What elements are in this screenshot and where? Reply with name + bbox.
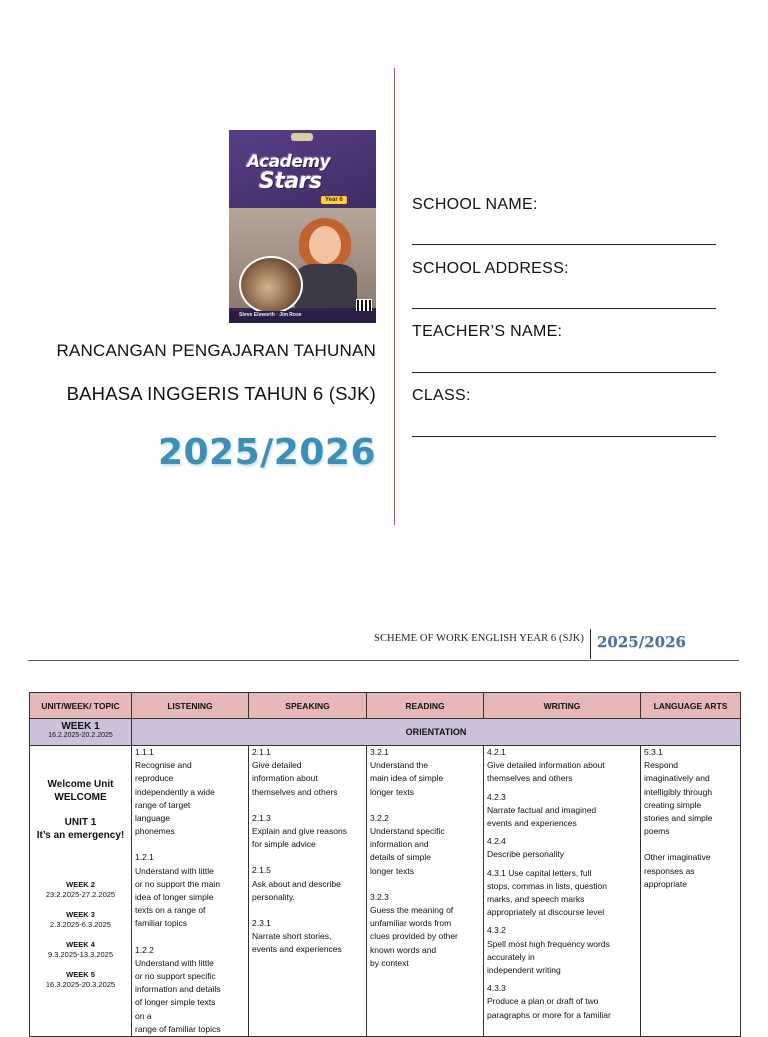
reading-line: main idea of simple [370,773,444,784]
listening-line: on a [135,1010,152,1021]
writing-line: Produce a plan or draft of two [487,996,599,1007]
language-arts-line: appropriate [644,878,688,889]
class-label: CLASS: [412,387,471,404]
cover-divider-line [394,68,395,525]
week1-dates: 16.2.2025-20.2.2025 [48,732,113,739]
week-dates: 16.3.2025-20.3.2025 [45,980,116,989]
header-rule [28,660,739,661]
listening-line: range of familiar topics [135,1023,221,1034]
listening-line: 1.2.2 [135,944,154,955]
reading-line: Understand specific [370,826,445,837]
week1-row [30,719,741,746]
language-arts-cell [641,746,741,1037]
writing-line: Describe personality [487,849,565,860]
writing-line: 4.3.1 Use capital letters, full [487,867,592,878]
speaking-line: 2.3.1 [252,918,271,929]
class-line[interactable] [412,436,716,437]
writing-line: 4.3.2 [487,925,506,936]
listening-line: phonemes [135,826,175,837]
header-reading: READING [367,693,484,719]
listening-line: or no support the main [135,878,221,889]
unit-column-cell [30,746,132,1037]
book-cover-image [229,130,376,323]
speaking-line: for simple advice [252,839,316,850]
speaking-line: Give detailed [252,760,302,771]
reading-line: clues provided by other [370,931,458,942]
header-speaking: SPEAKING [249,693,367,719]
reading-line: details of simple [370,852,431,863]
orientation-cell: ORIENTATION [132,719,741,746]
writing-line: appropriately at discourse level [487,907,605,918]
speaking-line: Narrate short stories, [252,931,332,942]
writing-line: stops, commas in lists, question [487,880,607,891]
reading-line: by context [370,957,409,968]
listening-line: texts on a range of [135,905,206,916]
book-authors: Steve Elsworth · Jim Rose [239,312,302,318]
listening-line: of longer simple texts [135,997,216,1008]
book-level-badge: Year 6 [321,196,347,204]
language-arts-line: imaginatively and [644,773,710,784]
week-block [30,880,131,900]
speaking-line: 2.1.3 [252,812,271,823]
week-label: WEEK 2 [66,880,95,889]
reading-cell [367,746,484,1037]
listening-line: Understand with little [135,865,214,876]
writing-line: marks, and speech marks [487,894,585,905]
language-arts-line: Other imaginative [644,852,711,863]
teacher-name-label: TEACHER’S NAME: [412,323,563,340]
cover-photo-apron [295,264,357,308]
reading-line: Understand the [370,760,429,771]
speaking-line: information about [252,773,318,784]
week-dates: 2.3.2025-6.3.2025 [50,920,111,929]
speaking-line: personality. [252,891,295,902]
language-arts-line: responses as [644,865,695,876]
week-block [30,910,131,930]
speaking-line: events and experiences [252,944,342,955]
writing-line: 4.3.3 [487,983,506,994]
writing-line: Narrate factual and imagined [487,804,597,815]
listening-line: language [135,813,170,824]
reading-line: unfamiliar words from [370,918,452,929]
language-arts-line: Respond [644,760,679,771]
language-arts-line: poems [644,826,670,837]
listening-line: reproduce [135,773,174,784]
cover-photo-girl-face [309,226,341,264]
language-arts-line: stories and simple [644,813,713,824]
unit1-row [30,746,741,1037]
header-listening: LISTENING [132,693,249,719]
week-block [30,940,131,960]
writing-line: independent writing [487,965,561,976]
language-arts-line: 5.3.1 [644,747,663,757]
week-dates: 9.3.2025-13.3.2025 [47,950,114,959]
writing-line: paragraphs or more for a familiar [487,1009,611,1020]
scheme-year: 2025/2026 [597,633,686,651]
plan-title: RANCANGAN PENGAJARAN TAHUNAN [56,341,376,360]
reading-line: 3.2.3 [370,891,389,902]
school-address-line[interactable] [412,308,716,309]
ministry-crest-icon [291,133,313,141]
writing-line: Spell most high frequency words [487,938,610,949]
scheme-of-work-table [29,692,741,1037]
reading-line: 3.2.1 [370,747,389,757]
reading-line: Guess the meaning of [370,905,454,916]
reading-line: known words and [370,944,437,955]
week-dates: 23.2.2025-27.2.2025 [45,890,116,899]
reading-line: 3.2.2 [370,812,389,823]
speaking-line: 2.1.1 [252,747,271,757]
reading-line: longer texts [370,865,414,876]
book-title-line1: Academy [247,152,331,172]
week1-label: WEEK 1 [61,721,100,732]
listening-line: or no support specific [135,971,216,982]
writing-line: 4.2.4 [487,836,506,847]
week-block [30,970,131,990]
listening-cell [132,746,249,1037]
header-language-arts: LANGUAGE ARTS [641,693,741,719]
speaking-line: 2.1.5 [252,865,271,876]
writing-line: Give detailed information about [487,760,605,771]
language-arts-line: intelligibly through [644,786,713,797]
unit-title: It’s an emergency! [36,830,125,841]
writing-cell [484,746,641,1037]
speaking-line: themselves and others [252,786,338,797]
welcome-unit-label: Welcome Unit [47,779,114,790]
listening-line: Recognise and [135,760,192,771]
listening-line: independently a wide [135,786,215,797]
speaking-cell [249,746,367,1037]
writing-line: events and experiences [487,818,577,829]
header-unit-week-topic: UNIT/WEEK/ TOPIC [30,693,132,719]
plan-subtitle: BAHASA INGGERIS TAHUN 6 (SJK) [66,383,376,404]
book-title-line2: Stars [259,169,322,194]
writing-line: 4.2.3 [487,791,506,802]
listening-line: 1.1.1 [135,747,154,757]
speaking-line: Explain and give reasons [252,826,347,837]
writing-line: accurately in [487,951,535,962]
speaking-line: Ask about and describe [252,878,341,889]
cover-photo-inset [239,256,303,314]
welcome-label: WELCOME [54,792,107,803]
listening-line: information and details [135,984,221,995]
listening-line: familiar topics [135,918,187,929]
listening-line: Understand with little [135,957,214,968]
school-name-label: SCHOOL NAME: [412,196,538,213]
teacher-name-line[interactable] [412,372,716,373]
school-address-label: SCHOOL ADDRESS: [412,260,569,277]
school-name-line[interactable] [412,244,716,245]
listening-line: range of target [135,799,191,810]
week1-cell [30,719,132,746]
table-header-row [30,693,741,719]
language-arts-line: creating simple [644,799,702,810]
writing-line: 4.2.1 [487,747,506,757]
scheme-header-divider [590,629,591,659]
week-label: WEEK 4 [66,940,95,949]
writing-line: themselves and others [487,773,573,784]
listening-line: idea of longer simple [135,892,214,903]
listening-line: 1.2.1 [135,852,154,863]
header-writing: WRITING [484,693,641,719]
unit-label: UNIT 1 [64,817,97,828]
reading-line: longer texts [370,786,414,797]
reading-line: information and [370,839,429,850]
scheme-title: SCHEME OF WORK ENGLISH YEAR 6 (SJK) [374,633,585,644]
week-label: WEEK 3 [66,910,95,919]
cover-year: 2025/2026 [157,432,376,473]
week-label: WEEK 5 [66,970,95,979]
